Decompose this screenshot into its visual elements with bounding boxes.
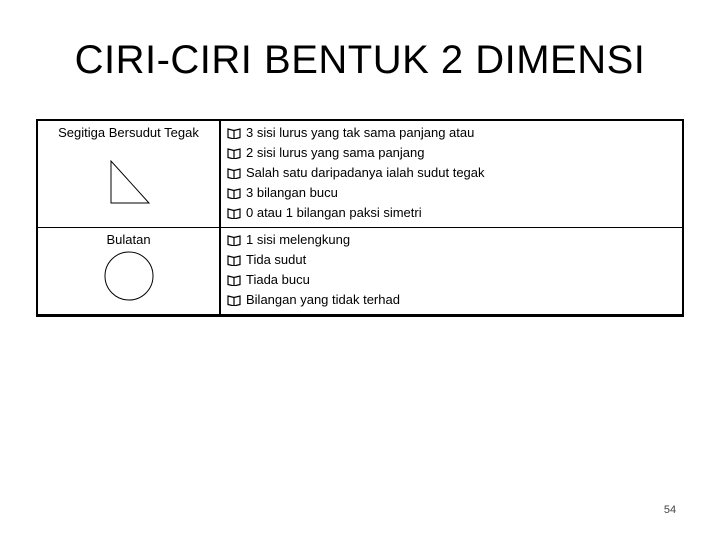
properties-list — [227, 228, 682, 314]
property-text: 3 sisi lurus yang tak sama panjang atau — [246, 125, 475, 140]
list-item — [227, 203, 682, 223]
book-bullet-icon — [227, 147, 241, 159]
book-bullet-icon — [227, 254, 241, 266]
shape-cell-circle — [37, 228, 220, 316]
property-text: 0 atau 1 bilangan paksi simetri — [246, 205, 422, 220]
book-bullet-icon — [227, 167, 241, 179]
list-item — [227, 123, 682, 143]
shape-name: Segitiga Bersudut Tegak — [58, 125, 199, 140]
property-text: Tiada bucu — [246, 272, 310, 287]
property-text: 2 sisi lurus yang sama panjang — [246, 145, 425, 160]
property-text: Tida sudut — [246, 252, 307, 267]
shape-name: Bulatan — [106, 232, 151, 247]
book-bullet-icon — [227, 234, 241, 246]
list-item — [227, 183, 682, 203]
list-item — [227, 143, 682, 163]
properties-cell-right-triangle — [220, 120, 683, 228]
list-item — [227, 250, 682, 270]
book-bullet-icon — [227, 127, 241, 139]
page-number: 54 — [663, 504, 677, 516]
list-item — [227, 270, 682, 290]
list-item — [227, 290, 682, 310]
properties-cell-circle — [220, 228, 683, 316]
list-item — [227, 230, 682, 250]
book-bullet-icon — [227, 294, 241, 306]
book-bullet-icon — [227, 187, 241, 199]
table-row — [37, 228, 683, 316]
table-row — [37, 120, 683, 228]
book-bullet-icon — [227, 207, 241, 219]
shape-properties-table — [36, 119, 684, 317]
property-text: 3 bilangan bucu — [246, 185, 338, 200]
list-item — [227, 163, 682, 183]
slide-title: CIRI-CIRI BENTUK 2 DIMENSI — [74, 38, 646, 82]
property-text: Bilangan yang tidak terhad — [246, 292, 400, 307]
property-text: Salah satu daripadanya ialah sudut tegak — [246, 165, 485, 180]
property-text: 1 sisi melengkung — [246, 232, 351, 247]
book-bullet-icon — [227, 274, 241, 286]
circle-icon — [99, 250, 159, 302]
right-triangle-icon — [99, 153, 159, 213]
shape-cell-right-triangle — [37, 120, 220, 228]
properties-list — [227, 121, 682, 227]
